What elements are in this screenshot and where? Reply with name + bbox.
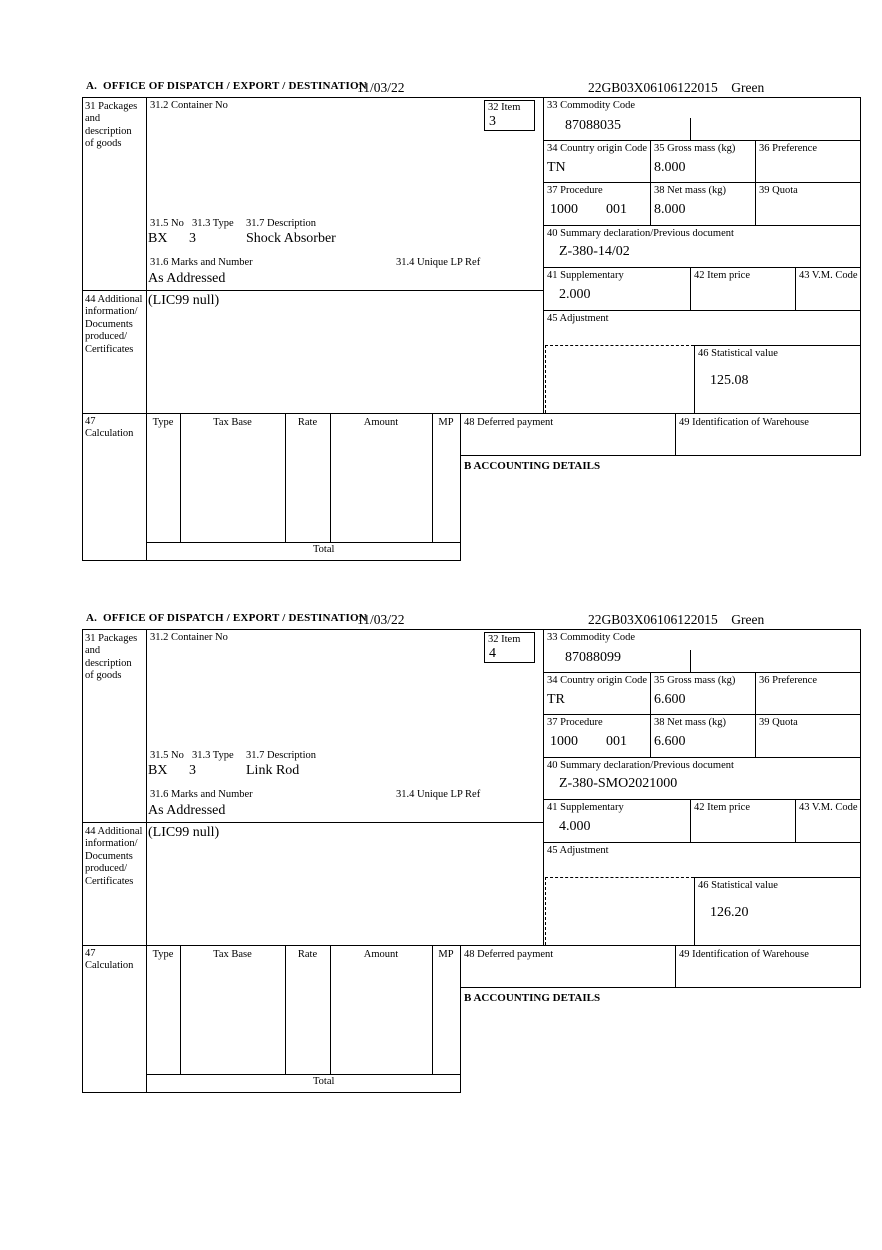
box48-label: 48 Deferred payment	[464, 949, 554, 960]
grid-line	[460, 945, 461, 1092]
office-of-dispatch-label: A. OFFICE OF DISPATCH / EXPORT / DESTINATION	[86, 612, 367, 624]
box49-label: 49 Identification of Warehouse	[679, 949, 809, 960]
package-type-value: 3	[189, 763, 196, 778]
box39-label: 39 Quota	[759, 185, 798, 196]
item-number-value: 3	[489, 114, 496, 129]
table-col-tax-base: Tax Base	[213, 417, 252, 428]
grid-line	[694, 877, 861, 878]
grid-line	[82, 97, 861, 98]
dashed-divider	[545, 877, 546, 945]
box31-label: 31 Packages and description of goods	[85, 101, 138, 150]
grid-line	[543, 757, 861, 758]
box43-label: 43 V.M. Code	[799, 270, 858, 281]
movement-reference: 22GB03X06106122015 Green	[588, 612, 765, 627]
grid-line	[860, 629, 861, 987]
summary-declaration-value: Z-380-SMO2021000	[559, 776, 678, 791]
table-col-mp: MP	[438, 949, 454, 960]
box46-label: 46 Statistical value	[698, 880, 778, 891]
supplementary-value: 4.000	[559, 819, 591, 834]
box45-label: 45 Adjustment	[547, 845, 609, 856]
grid-line	[82, 629, 861, 630]
grid-line	[543, 310, 861, 311]
grid-line	[795, 267, 796, 310]
dispatch-date: 11/03/22	[357, 80, 405, 95]
box42-label: 42 Item price	[694, 802, 750, 813]
box48-label: 48 Deferred payment	[464, 417, 554, 428]
table-col-amount: Amount	[363, 417, 399, 428]
grid-line	[180, 945, 181, 1074]
additional-info-value: (LIC99 null)	[148, 825, 220, 840]
gross-mass-value: 6.600	[654, 692, 686, 707]
box31-7-label: 31.7 Description	[246, 750, 316, 761]
grid-line	[694, 345, 695, 413]
box38-label: 38 Net mass (kg)	[654, 717, 727, 728]
dashed-divider	[545, 877, 694, 878]
box40-label: 40 Summary declaration/Previous document	[547, 228, 734, 239]
box47-label: 47 Calculation	[85, 948, 134, 972]
table-col-mp: MP	[438, 417, 454, 428]
net-mass-value: 8.000	[654, 202, 686, 217]
procedure-value-2: 001	[606, 734, 627, 749]
box31-4-label: 31.4 Unique LP Ref	[396, 257, 481, 268]
marks-value: As Addressed	[148, 271, 226, 286]
grid-line	[82, 97, 83, 560]
grid-line	[543, 629, 544, 945]
grid-line	[694, 345, 861, 346]
grid-line	[543, 799, 861, 800]
statistical-value: 126.20	[710, 905, 749, 920]
box31-3-label: 31.3 Type	[192, 218, 234, 229]
commodity-code-value: 87088099	[565, 650, 621, 665]
box31-2-label: 31.2 Container No	[150, 632, 228, 643]
net-mass-value: 6.600	[654, 734, 686, 749]
supplementary-value: 2.000	[559, 287, 591, 302]
grid-line	[543, 140, 861, 141]
box31-6-label: 31.6 Marks and Number	[150, 789, 253, 800]
box33-label: 33 Commodity Code	[547, 632, 636, 643]
grid-line	[82, 560, 461, 561]
box34-label: 34 Country origin Code	[547, 143, 648, 154]
commodity-code-value: 87088035	[565, 118, 621, 133]
grid-line	[460, 987, 861, 988]
box47-label: 47 Calculation	[85, 416, 134, 440]
dashed-divider	[545, 345, 546, 413]
box37-label: 37 Procedure	[547, 717, 603, 728]
grid-line	[460, 455, 861, 456]
box41-label: 41 Supplementary	[547, 802, 624, 813]
box31-7-label: 31.7 Description	[246, 218, 316, 229]
goods-description-value: Shock Absorber	[246, 231, 336, 246]
accounting-details-label: B ACCOUNTING DETAILS	[464, 460, 601, 472]
grid-line	[543, 267, 861, 268]
grid-line	[432, 945, 433, 1074]
grid-line	[146, 1074, 461, 1075]
grid-line	[795, 799, 796, 842]
box36-label: 36 Preference	[759, 143, 818, 154]
dashed-divider	[545, 345, 694, 346]
goods-description-value: Link Rod	[246, 763, 300, 778]
box32-item-box	[484, 632, 535, 663]
box31-5-label: 31.5 No	[150, 750, 184, 761]
grid-line	[432, 413, 433, 542]
box32-label: 32 Item	[488, 102, 521, 113]
box31-4-label: 31.4 Unique LP Ref	[396, 789, 481, 800]
box39-label: 39 Quota	[759, 717, 798, 728]
box33-label: 33 Commodity Code	[547, 100, 636, 111]
box31-2-label: 31.2 Container No	[150, 100, 228, 111]
box35-label: 35 Gross mass (kg)	[654, 675, 736, 686]
grid-line	[460, 413, 461, 560]
table-col-type: Type	[152, 417, 174, 428]
package-type-value: 3	[189, 231, 196, 246]
table-col-type: Type	[152, 949, 174, 960]
grid-line	[146, 629, 147, 1092]
box44-label: 44 Additional information/ Documents produced/ Certificates	[85, 294, 143, 355]
marks-value: As Addressed	[148, 803, 226, 818]
box31-5-label: 31.5 No	[150, 218, 184, 229]
grid-line	[180, 413, 181, 542]
grid-line	[694, 877, 695, 945]
grid-line	[330, 945, 331, 1074]
procedure-value-2: 001	[606, 202, 627, 217]
table-col-rate: Rate	[297, 417, 318, 428]
grid-line	[543, 714, 861, 715]
box40-label: 40 Summary declaration/Previous document	[547, 760, 734, 771]
grid-line	[675, 413, 676, 455]
box46-label: 46 Statistical value	[698, 348, 778, 359]
country-origin-value: TN	[547, 160, 566, 175]
table-total-label: Total	[313, 544, 335, 555]
package-no-value: BX	[148, 763, 168, 778]
gross-mass-value: 8.000	[654, 160, 686, 175]
item-number-value: 4	[489, 646, 496, 661]
box35-label: 35 Gross mass (kg)	[654, 143, 736, 154]
grid-line	[82, 290, 544, 291]
box31-3-label: 31.3 Type	[192, 750, 234, 761]
declaration-item-section-1	[82, 80, 862, 562]
box31-label: 31 Packages and description of goods	[85, 633, 138, 682]
box32-item-box	[484, 100, 535, 131]
box32-label: 32 Item	[488, 634, 521, 645]
procedure-value-1: 1000	[550, 734, 578, 749]
grid-line	[690, 267, 691, 310]
box38-label: 38 Net mass (kg)	[654, 185, 727, 196]
declaration-item-section-2	[82, 612, 862, 1094]
grid-line	[543, 672, 861, 673]
commodity-code-tick	[690, 118, 691, 140]
grid-line	[860, 97, 861, 455]
grid-line	[82, 413, 861, 414]
grid-line	[675, 945, 676, 987]
grid-line	[285, 945, 286, 1074]
grid-line	[650, 672, 651, 757]
box45-label: 45 Adjustment	[547, 313, 609, 324]
grid-line	[146, 97, 147, 560]
box37-label: 37 Procedure	[547, 185, 603, 196]
additional-info-value: (LIC99 null)	[148, 293, 220, 308]
statistical-value: 125.08	[710, 373, 749, 388]
grid-line	[650, 140, 651, 225]
grid-line	[543, 182, 861, 183]
grid-line	[82, 1092, 461, 1093]
grid-line	[755, 140, 756, 225]
box36-label: 36 Preference	[759, 675, 818, 686]
country-origin-value: TR	[547, 692, 565, 707]
grid-line	[82, 822, 544, 823]
box34-label: 34 Country origin Code	[547, 675, 648, 686]
grid-line	[330, 413, 331, 542]
procedure-value-1: 1000	[550, 202, 578, 217]
movement-reference: 22GB03X06106122015 Green	[588, 80, 765, 95]
grid-line	[543, 97, 544, 413]
grid-line	[82, 945, 861, 946]
commodity-code-tick	[690, 650, 691, 672]
table-col-rate: Rate	[297, 949, 318, 960]
box49-label: 49 Identification of Warehouse	[679, 417, 809, 428]
package-no-value: BX	[148, 231, 168, 246]
summary-declaration-value: Z-380-14/02	[559, 244, 630, 259]
table-total-label: Total	[313, 1076, 335, 1087]
grid-line	[690, 799, 691, 842]
box44-label: 44 Additional information/ Documents produced/ Certificates	[85, 826, 143, 887]
dispatch-date: 11/03/22	[357, 612, 405, 627]
box43-label: 43 V.M. Code	[799, 802, 858, 813]
grid-line	[146, 542, 461, 543]
office-of-dispatch-label: A. OFFICE OF DISPATCH / EXPORT / DESTINATION	[86, 80, 367, 92]
grid-line	[543, 225, 861, 226]
box41-label: 41 Supplementary	[547, 270, 624, 281]
grid-line	[285, 413, 286, 542]
grid-line	[755, 672, 756, 757]
accounting-details-label: B ACCOUNTING DETAILS	[464, 992, 601, 1004]
grid-line	[543, 842, 861, 843]
box31-6-label: 31.6 Marks and Number	[150, 257, 253, 268]
grid-line	[82, 629, 83, 1092]
box42-label: 42 Item price	[694, 270, 750, 281]
table-col-amount: Amount	[363, 949, 399, 960]
table-col-tax-base: Tax Base	[213, 949, 252, 960]
